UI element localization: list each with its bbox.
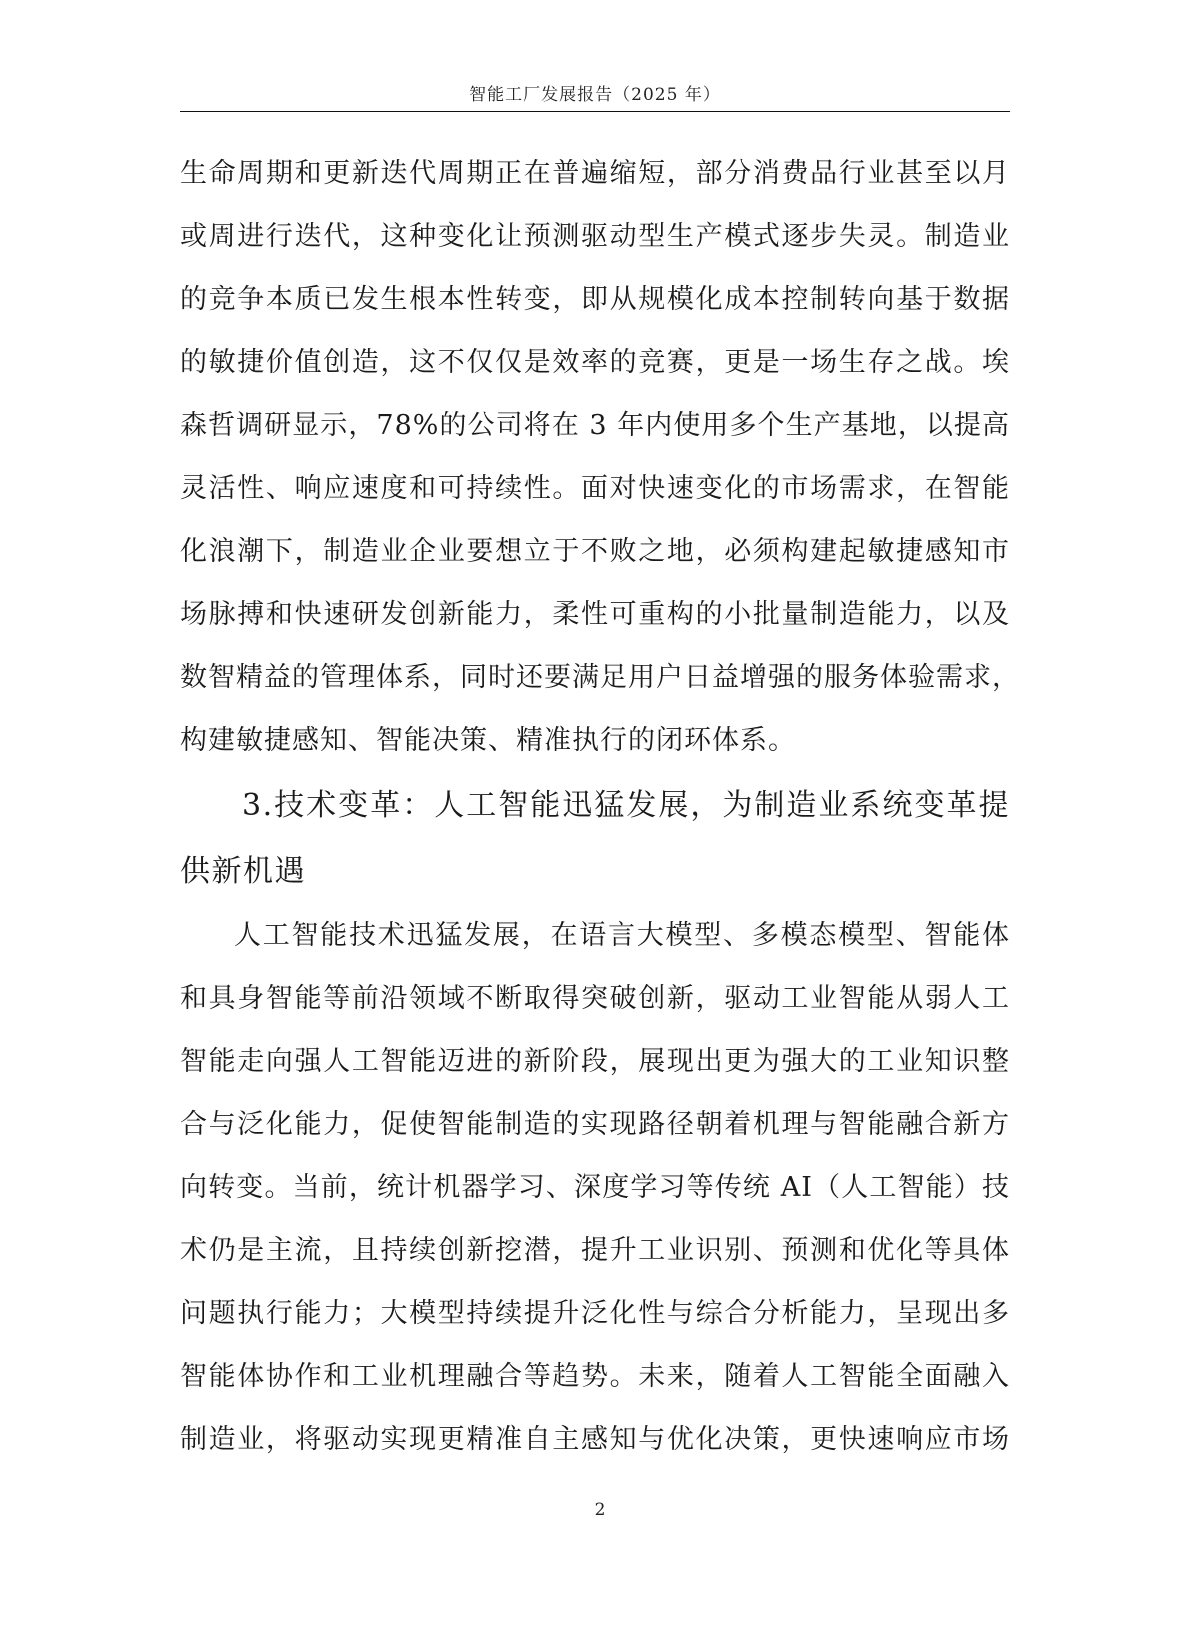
paragraph-line: 或周进行迭代，这种变化让预测驱动型生产模式逐步失灵。制造业: [180, 221, 1010, 252]
heading-line: 供新机遇: [180, 854, 306, 889]
paragraph-line: 生命周期和更新迭代周期正在普遍缩短，部分消费品行业甚至以月: [180, 158, 1010, 189]
paragraph-line: 的敏捷价值创造，这不仅仅是效率的竞赛，更是一场生存之战。埃: [180, 347, 1010, 378]
paragraph-line: 合与泛化能力，促使智能制造的实现路径朝着机理与智能融合新方: [180, 1109, 1010, 1140]
paragraph-line: 森哲调研显示，78%的公司将在 3 年内使用多个生产基地，以提高: [180, 410, 1010, 441]
paragraph-line: 智能体协作和工业机理融合等趋势。未来，随着人工智能全面融入: [180, 1361, 1010, 1392]
paragraph-line: 人工智能技术迅猛发展，在语言大模型、多模态模型、智能体: [234, 920, 1010, 951]
paragraph-line: 向转变。当前，统计机器学习、深度学习等传统 AI（人工智能）技: [180, 1172, 1010, 1203]
section-heading: [180, 784, 1010, 916]
paragraph-line: 化浪潮下，制造业企业要想立于不败之地，必须构建起敏捷感知市: [180, 536, 1010, 567]
paragraph-line: 智能走向强人工智能迈进的新阶段，展现出更为强大的工业知识整: [180, 1046, 1010, 1077]
paragraph-1: [180, 154, 1020, 784]
paragraph-line: 灵活性、响应速度和可持续性。面对快速变化的市场需求，在智能: [180, 473, 1010, 504]
paragraph-line: 场脉搏和快速研发创新能力，柔性可重构的小批量制造能力，以及: [180, 599, 1010, 630]
paragraph-line: 问题执行能力；大模型持续提升泛化性与综合分析能力，呈现出多: [180, 1298, 1010, 1329]
page-number: 2: [594, 1500, 606, 1520]
paragraph-2: [180, 916, 1010, 1483]
paragraph-line: 术仍是主流，且持续创新挖潜，提升工业识别、预测和优化等具体: [180, 1235, 1010, 1266]
header-divider: [180, 111, 1010, 112]
heading-line: 3.技术变革：人工智能迅猛发展，为制造业系统变革提: [242, 788, 1010, 823]
paragraph-line: 构建敏捷感知、智能决策、精准执行的闭环体系。: [180, 725, 796, 756]
paragraph-line: 和具身智能等前沿领域不断取得突破创新，驱动工业智能从弱人工: [180, 983, 1010, 1014]
body-text: [180, 154, 1020, 1483]
paragraph-line: 制造业，将驱动实现更精准自主感知与优化决策，更快速响应市场: [180, 1424, 1010, 1455]
paragraph-line: 数智精益的管理体系，同时还要满足用户日益增强的服务体验需求，: [180, 662, 1020, 693]
running-header: 智能工厂发展报告（2025 年）: [469, 85, 721, 105]
paragraph-line: 的竞争本质已发生根本性转变，即从规模化成本控制转向基于数据: [180, 284, 1010, 315]
